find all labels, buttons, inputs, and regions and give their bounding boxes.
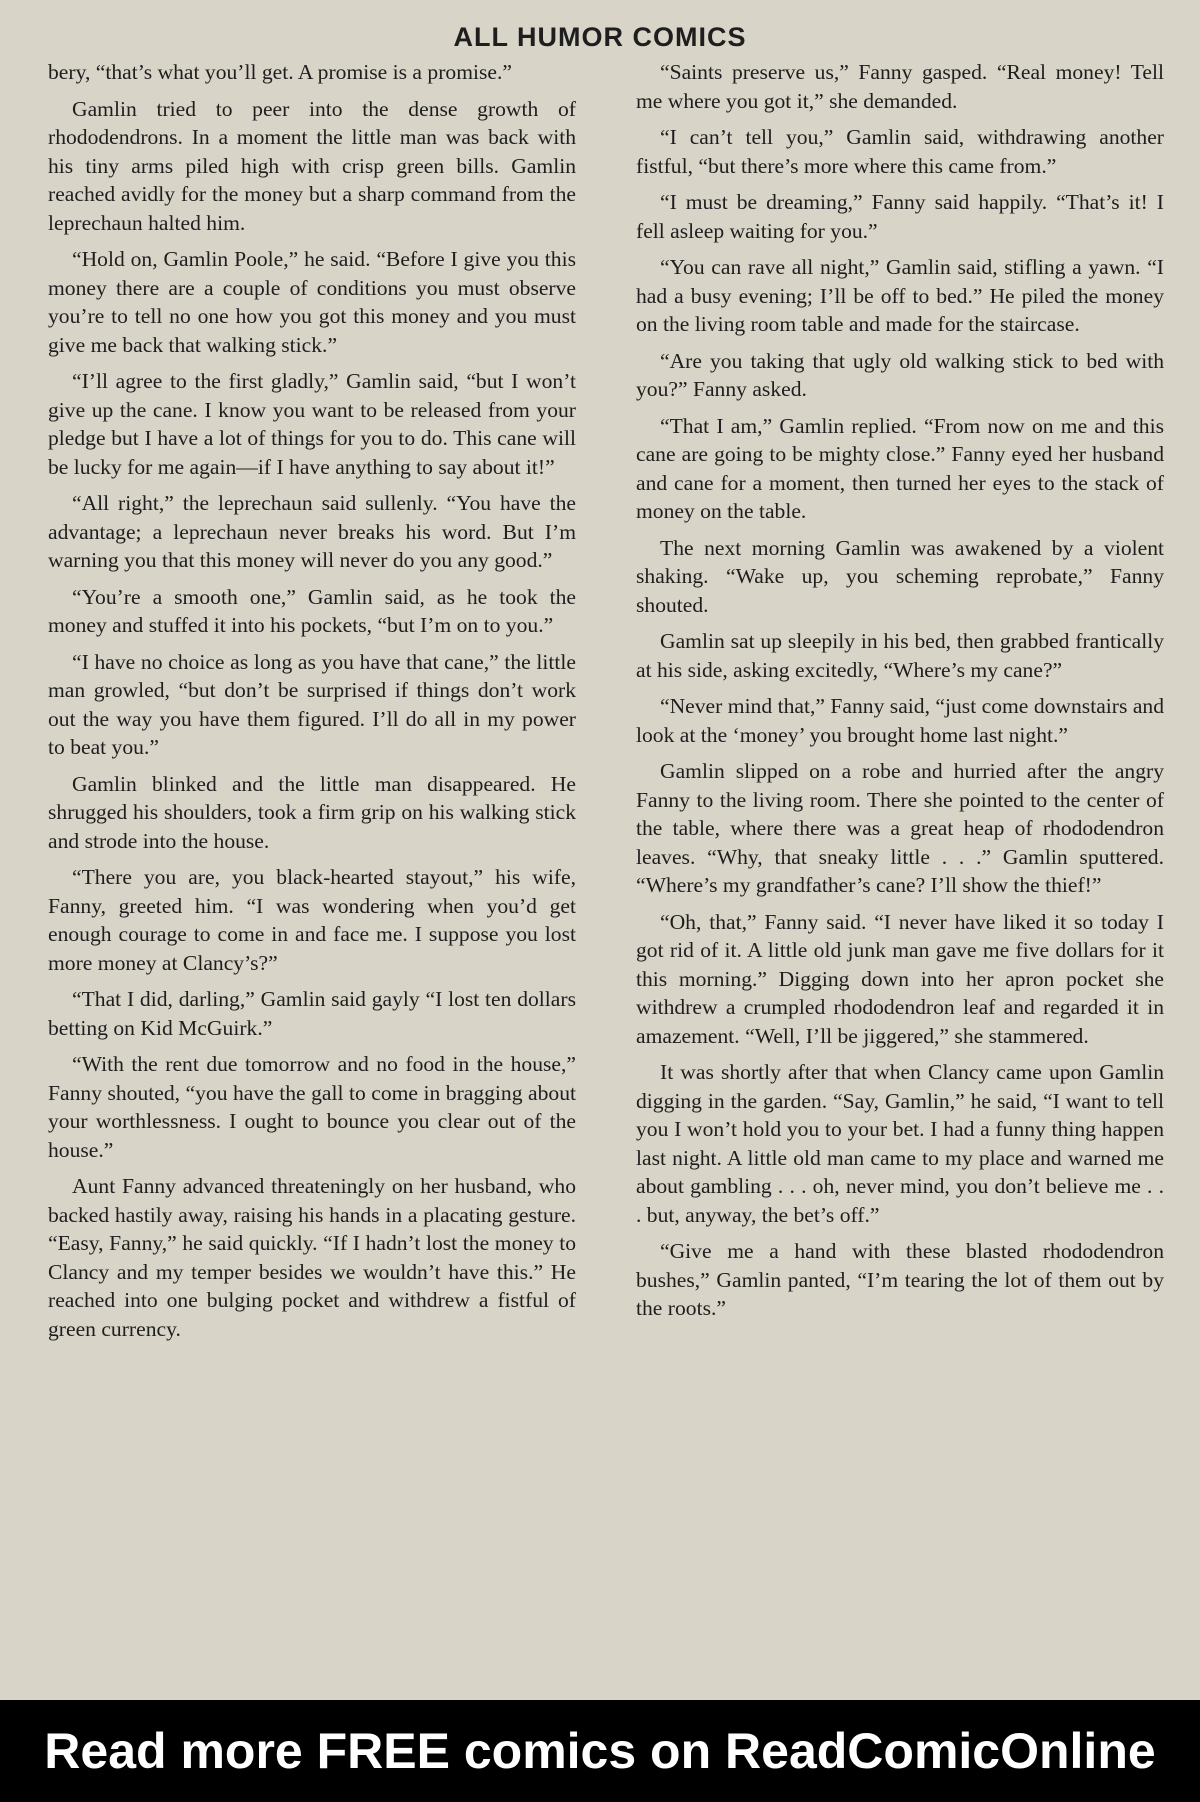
paragraph: “With the rent due tomorrow and no food in the house,” Fanny shouted, “you have the gall to come in bragging about your worthlessness. I ought to bounce you clear out of the house.” <box>48 1052 576 1162</box>
paragraph: “I can’t tell you,” Gamlin said, withdrawing another fistful, “but there’s more where this came from.” <box>636 125 1164 178</box>
paragraph: “That I am,” Gamlin replied. “From now on me and this cane are going to be mighty close.” Fanny eyed her husband and cane for a moment, then turned her eyes to the stack of money on the table. <box>636 413 1164 523</box>
paragraph: “I have no choice as long as you have that cane,” the little man growled, “but don’t be surprised if things don’t work out the way you have them figured. I’ll do all in my power to beat you.” <box>48 649 576 759</box>
left-column <box>48 58 576 1351</box>
paragraph: “Oh, that,” Fanny said. “I never have liked it so today I got rid of it. A little old junk man gave me five dollars for it this morning.” Digging down into her apron pocket she withdrew a crumpled rhododendron leaf and regarded it in amazement. “Well, I’ll be jiggered,” she stammered. <box>636 909 1164 1048</box>
paragraph: “I must be dreaming,” Fanny said happily. “That’s it! I fell asleep waiting for you.” <box>636 190 1164 243</box>
paragraph: Gamlin blinked and the little man disappeared. He shrugged his shoulders, took a firm grip on his walking stick and strode into the house. <box>48 771 576 853</box>
paragraph: “All right,” the leprechaun said sullenly. “You have the advantage; a leprechaun never breaks his word. But I’m warning you that this money will never do you any good.” <box>48 491 576 572</box>
paragraph: Aunt Fanny advanced threateningly on her husband, who backed hastily away, raising his hands in a placating gesture. “Easy, Fanny,” he said quickly. “If I hadn’t lost the money to Clancy and my temper besides we wouldn’t have this.” He reached into one bulging pocket and withdrew a fistful of green currency. <box>48 1174 576 1341</box>
paragraph: Gamlin tried to peer into the dense growth of rhododendrons. In a moment the little man was back with his tiny arms piled high with crisp green bills. Gamlin reached avidly for the money but a sharp command from the leprechaun halted him. <box>48 96 576 235</box>
right-column <box>636 58 1164 1331</box>
paragraph: “Hold on, Gamlin Poole,” he said. “Before I give you this money there are a couple of conditions you must observe you’re to tell no one how you got this money and you must give me back that walking stick.” <box>48 247 576 357</box>
paragraph: “I’ll agree to the first gladly,” Gamlin said, “but I won’t give up the cane. I know you want to be released from your pledge but I have a lot of things for you to do. This cane will be lucky for me again—if I have anything to say about it!” <box>48 369 576 479</box>
paragraph: “That I did, darling,” Gamlin said gayly “I lost ten dollars betting on Kid McGuirk.” <box>48 987 576 1040</box>
paragraph: “You can rave all night,” Gamlin said, stifling a yawn. “I had a busy evening; I’ll be off to bed.” He piled the money on the living room table and made for the staircase. <box>636 255 1164 336</box>
paragraph: The next morning Gamlin was awakened by a violent shaking. “Wake up, you scheming reprobate,” Fanny shouted. <box>636 535 1164 617</box>
paragraph: “You’re a smooth one,” Gamlin said, as he took the money and stuffed it into his pockets, “but I’m on to you.” <box>48 584 576 637</box>
paragraph: “Saints preserve us,” Fanny gasped. “Real money! Tell me where you got it,” she demanded. <box>636 60 1164 113</box>
paragraph: Gamlin sat up sleepily in his bed, then grabbed frantically at his side, asking excitedly, “Where’s my cane?” <box>636 629 1164 682</box>
page-header: ALL HUMOR COMICS <box>453 22 747 52</box>
paragraph: It was shortly after that when Clancy came upon Gamlin digging in the garden. “Say, Gamlin,” he said, “I want to tell you I won’t hold you to your bet. I had a funny thing happen last night. A little old man came to my place and warned me about gambling . . . oh, never mind, you don’t believe me . . . but, anyway, the bet’s off.” <box>636 1060 1164 1227</box>
footer-text: Read more FREE comics on ReadComicOnline <box>44 1723 1156 1779</box>
footer-banner <box>0 1700 1200 1802</box>
paragraph: “Are you taking that ugly old walking stick to bed with you?” Fanny asked. <box>636 348 1164 401</box>
paragraph: Gamlin slipped on a robe and hurried after the angry Fanny to the living room. There she pointed to the center of the table, where there was a great heap of rhododendron leaves. “Why, that sneaky little . . .” Gamlin sputtered. “Where’s my grandfather’s cane? I’ll show the thief!” <box>636 759 1164 897</box>
paragraph: “There you are, you black-hearted stayout,” his wife, Fanny, greeted him. “I was wondering when you’d get enough courage to come in and face me. I suppose you lost more money at Clancy’s?” <box>48 865 576 975</box>
paragraph: “Never mind that,” Fanny said, “just come downstairs and look at the ‘money’ you brought home last night.” <box>636 694 1164 747</box>
paragraph: bery, “that’s what you’ll get. A promise is a promise.” <box>48 60 512 84</box>
paragraph: “Give me a hand with these blasted rhododendron bushes,” Gamlin panted, “I’m tearing the lot of them out by the roots.” <box>636 1239 1164 1320</box>
